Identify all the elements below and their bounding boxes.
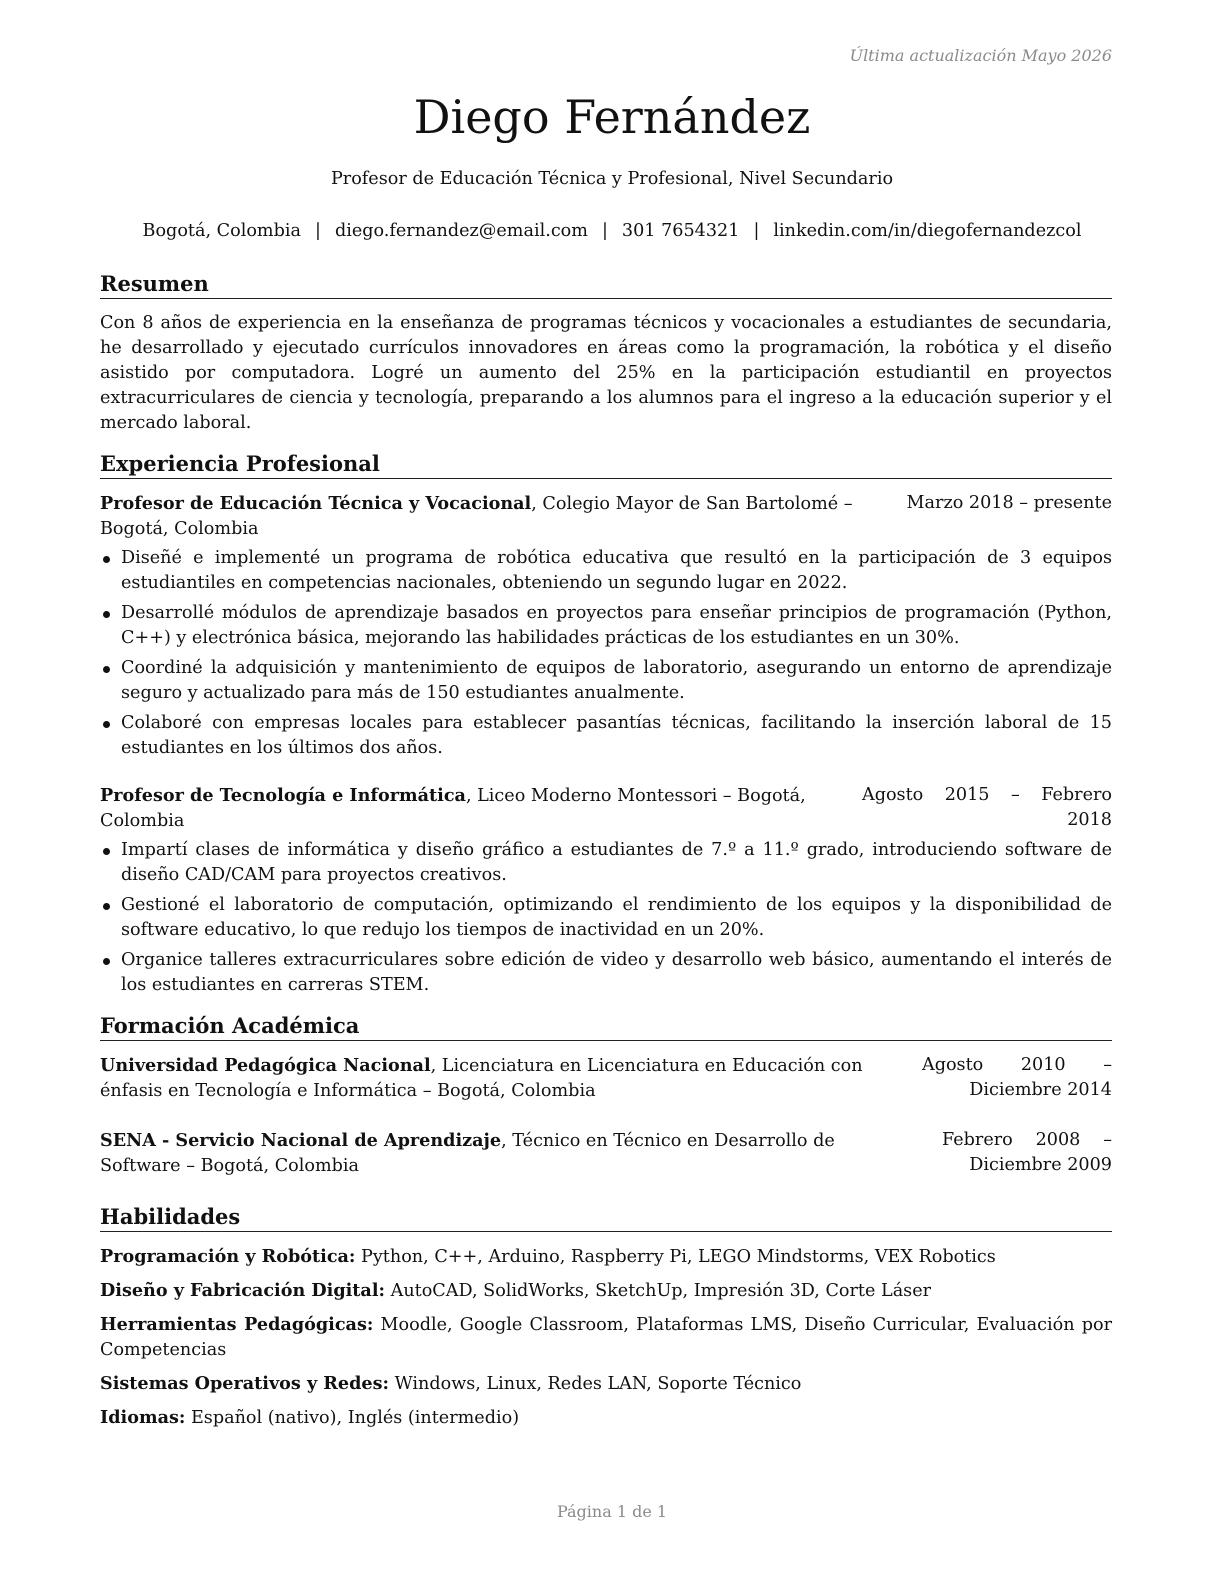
job-role: Profesor de Tecnología e Informática — [100, 785, 466, 806]
last-updated: Última actualización Mayo 2026 — [849, 46, 1112, 65]
education-line — [100, 1128, 942, 1179]
contact-phone: 301 7654321 — [621, 221, 740, 241]
resume-content — [100, 270, 1112, 1439]
contact-email[interactable]: diego.fernandez@email.com — [334, 221, 588, 241]
skill-row — [100, 1244, 1112, 1270]
job-bullets — [100, 546, 1112, 761]
section-title-summary: Resumen — [100, 270, 1112, 299]
job-bullet: Desarrollé módulos de aprendizaje basados en proyectos para enseñar principios de programación (Python, C++) y electrónica básica, mejorando las habilidades prácticas de los estudiantes en un 30%. — [100, 601, 1112, 651]
section-title-education: Formación Académica — [100, 1012, 1112, 1041]
education-dates: Agosto 2010 – Diciembre 2014 — [922, 1055, 1112, 1100]
job-organization: , Colegio Mayor de San Bartolomé – Bogotá, Colombia — [100, 494, 853, 539]
skill-label: Herramientas Pedagógicas: — [100, 1314, 374, 1335]
summary-text: Con 8 años de experiencia en la enseñanza de programas técnicos y vocacionales a estudiantes de secundaria, he desarrollado y ejecutado currículos innovadores en áreas como la programación, la robótica y el diseño asistido por computadora. Logré un aumento del 25% en la participación estudiantil en proyectos extracurriculares de ciencia y tecnología, preparando a los alumnos para el ingreso a la educación superior y el mercado laboral. — [100, 313, 1112, 433]
candidate-title: Profesor de Educación Técnica y Profesional, Nivel Secundario — [330, 169, 894, 189]
contact-line — [0, 218, 1224, 244]
contact-linkedin[interactable]: linkedin.com/in/diegofernandezcol — [773, 221, 1082, 241]
job-bullet: Gestioné el laboratorio de computación, optimizando el rendimiento de los equipos y la disponibilidad de software educativo, lo que redujo los tiempos de inactividad en un 20%. — [100, 893, 1112, 943]
education-detail: , Licenciatura en Licenciatura en Educación con énfasis en Tecnología e Informática – Bogotá, Colombia — [100, 1056, 863, 1101]
education-institution: SENA - Servicio Nacional de Aprendizaje — [100, 1130, 502, 1151]
job-header — [100, 491, 1112, 542]
job-role: Profesor de Educación Técnica y Vocacional — [100, 493, 532, 514]
skill-label: Idiomas: — [100, 1407, 186, 1428]
section-title-experience: Experiencia Profesional — [100, 450, 1112, 479]
skill-value: Moodle, Google Classroom, Plataformas LMS, Diseño Curricular, Evaluación por Competencias — [100, 1315, 1112, 1360]
skill-row — [100, 1371, 1112, 1397]
job-entry — [100, 783, 1112, 998]
job-header — [100, 783, 1112, 834]
skill-value: Python, C++, Arduino, Raspberry Pi, LEGO Mindstorms, VEX Robotics — [355, 1247, 996, 1267]
job-bullet: Colaboré con empresas locales para establecer pasantías técnicas, facilitando la inserción laboral de 15 estudiantes en los últimos dos años. — [100, 711, 1112, 761]
section-title-skills: Habilidades — [100, 1203, 1112, 1232]
education-header — [100, 1053, 1112, 1104]
skill-label: Sistemas Operativos y Redes: — [100, 1373, 390, 1394]
contact-location: Bogotá, Colombia — [142, 221, 301, 241]
contact-separator: | — [753, 221, 760, 241]
skill-value: AutoCAD, SolidWorks, SketchUp, Impresión 3D, Corte Láser — [385, 1281, 932, 1301]
page-number: Página 1 de 1 — [556, 1502, 668, 1521]
contact-separator: | — [601, 221, 608, 241]
skill-value: Español (nativo), Inglés (intermedio) — [185, 1408, 520, 1428]
candidate-name: Diego Fernández — [413, 90, 811, 144]
skill-row — [100, 1278, 1112, 1304]
skill-label: Diseño y Fabricación Digital: — [100, 1280, 386, 1301]
skill-label: Programación y Robótica: — [100, 1246, 356, 1267]
education-dates: Febrero 2008 – Diciembre 2009 — [942, 1130, 1112, 1175]
job-dates: Agosto 2015 – Febrero 2018 — [862, 785, 1112, 830]
education-entry — [100, 1053, 1112, 1104]
job-bullet: Coordiné la adquisición y mantenimiento de equipos de laboratorio, asegurando un entorno de aprendizaje seguro y actualizado para más de 150 estudiantes anualmente. — [100, 656, 1112, 706]
education-institution: Universidad Pedagógica Nacional — [100, 1055, 431, 1076]
job-bullet: Diseñé e implementé un programa de robótica educativa que resultó en la participación de 3 equipos estudiantiles en competencias nacionales, obteniendo un segundo lugar en 2022. — [100, 546, 1112, 596]
skill-value: Windows, Linux, Redes LAN, Soporte Técnico — [389, 1374, 802, 1394]
skill-row — [100, 1312, 1112, 1363]
job-entry — [100, 491, 1112, 761]
job-organization: , Liceo Moderno Montessori – Bogotá, Colombia — [100, 786, 806, 831]
job-bullets — [100, 838, 1112, 998]
contact-separator: | — [315, 221, 321, 241]
education-line — [100, 1053, 922, 1104]
job-bullet: Organice talleres extracurriculares sobre edición de video y desarrollo web básico, aumentando el interés de los estudiantes en carreras STEM. — [100, 948, 1112, 998]
job-title-line — [100, 491, 907, 542]
job-bullet: Impartí clases de informática y diseño gráfico a estudiantes de 7.º a 11.º grado, introduciendo software de diseño CAD/CAM para proyectos creativos. — [100, 838, 1112, 888]
job-dates: Marzo 2018 – presente — [906, 493, 1112, 513]
skill-row — [100, 1405, 1112, 1431]
job-title-line — [100, 783, 862, 834]
education-detail: , Técnico en Técnico en Desarrollo de Software – Bogotá, Colombia — [100, 1131, 835, 1176]
education-entry — [100, 1128, 1112, 1179]
education-header — [100, 1128, 1112, 1179]
